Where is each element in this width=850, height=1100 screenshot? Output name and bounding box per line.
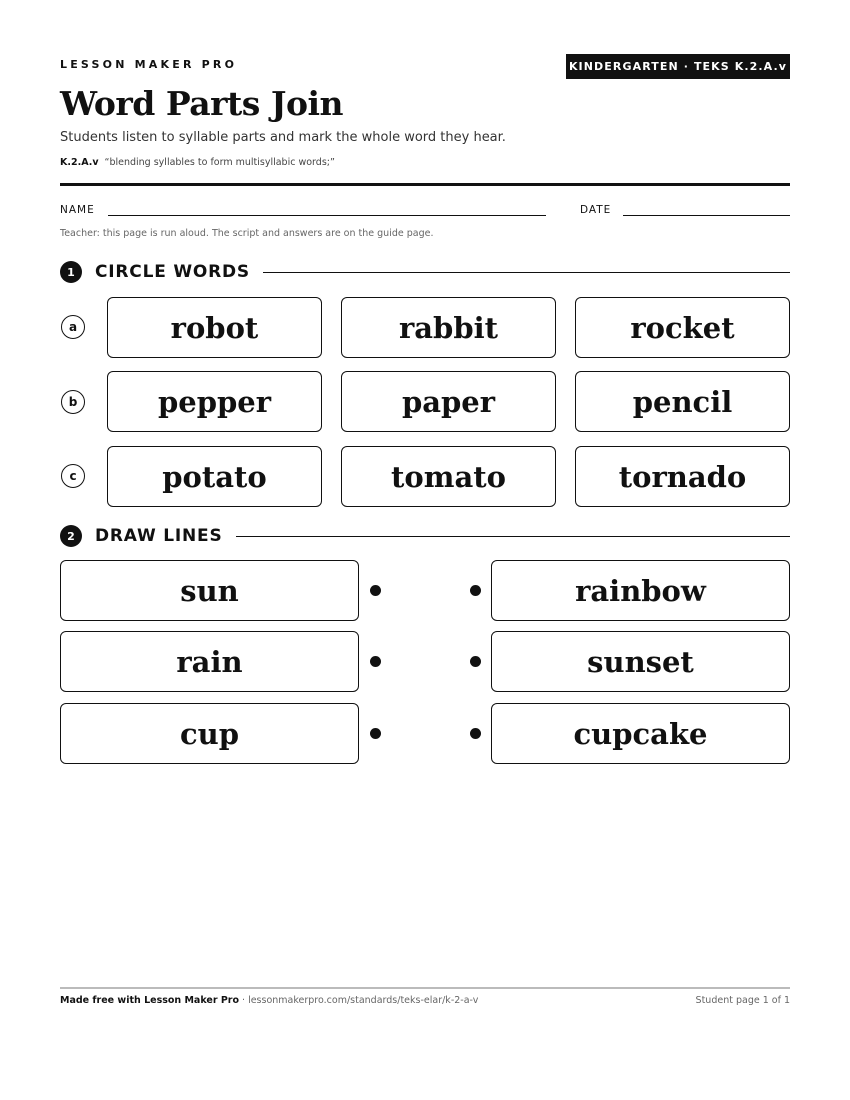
word-option[interactable]: rabbit xyxy=(341,297,556,358)
match-right-dot[interactable] xyxy=(470,728,481,739)
date-label: DATE xyxy=(580,204,612,216)
match-left-word[interactable]: sun xyxy=(60,560,359,621)
match-left-word[interactable]: rain xyxy=(60,631,359,692)
name-label: NAME xyxy=(60,204,95,216)
footer-credit xyxy=(60,995,478,1006)
section-1-title: CIRCLE WORDS xyxy=(95,262,250,282)
footer-made-with: Made free with Lesson Maker Pro xyxy=(60,995,240,1006)
header-divider xyxy=(60,183,790,186)
row-letter-a: a xyxy=(61,315,85,339)
grade-standard-badge: KINDERGARTEN · TEKS K.2.A.v xyxy=(566,54,790,79)
standard-line xyxy=(60,157,335,168)
brand-name: LESSON MAKER PRO xyxy=(60,58,238,71)
date-field-line[interactable] xyxy=(623,215,790,216)
standard-code: K.2.A.v xyxy=(60,157,99,168)
teacher-note: Teacher: this page is run aloud. The script and answers are on the guide page. xyxy=(60,228,434,239)
match-right-word[interactable]: rainbow xyxy=(491,560,790,621)
footer-url[interactable]: · lessonmakerpro.com/standards/teks-elar/k-2-a-v xyxy=(239,995,479,1006)
section-2-rule xyxy=(236,536,790,537)
name-field-line[interactable] xyxy=(108,215,546,216)
word-option[interactable]: tornado xyxy=(575,446,790,507)
word-option[interactable]: pencil xyxy=(575,371,790,432)
match-right-dot[interactable] xyxy=(470,656,481,667)
word-option[interactable]: rocket xyxy=(575,297,790,358)
word-option[interactable]: paper xyxy=(341,371,556,432)
match-left-word[interactable]: cup xyxy=(60,703,359,764)
section-1-rule xyxy=(263,272,790,273)
match-left-dot[interactable] xyxy=(370,656,381,667)
word-option[interactable]: pepper xyxy=(107,371,322,432)
word-option[interactable]: robot xyxy=(107,297,322,358)
footer-divider xyxy=(60,987,790,989)
match-right-word[interactable]: sunset xyxy=(491,631,790,692)
row-letter-c: c xyxy=(61,464,85,488)
match-left-dot[interactable] xyxy=(370,585,381,596)
page-subtitle: Students listen to syllable parts and mark the whole word they hear. xyxy=(60,130,506,145)
section-1-header xyxy=(60,260,790,284)
match-right-word[interactable]: cupcake xyxy=(491,703,790,764)
standard-text: “blending syllables to form multisyllabic words;” xyxy=(104,157,335,168)
section-1-number: 1 xyxy=(60,261,82,283)
section-2-number: 2 xyxy=(60,525,82,547)
word-option[interactable]: potato xyxy=(107,446,322,507)
row-letter-b: b xyxy=(61,390,85,414)
word-option[interactable]: tomato xyxy=(341,446,556,507)
match-right-dot[interactable] xyxy=(470,585,481,596)
section-2-title: DRAW LINES xyxy=(95,526,223,546)
section-2-header xyxy=(60,524,790,548)
footer-page-number: Student page 1 of 1 xyxy=(695,995,790,1006)
page-title: Word Parts Join xyxy=(60,84,343,123)
match-left-dot[interactable] xyxy=(370,728,381,739)
